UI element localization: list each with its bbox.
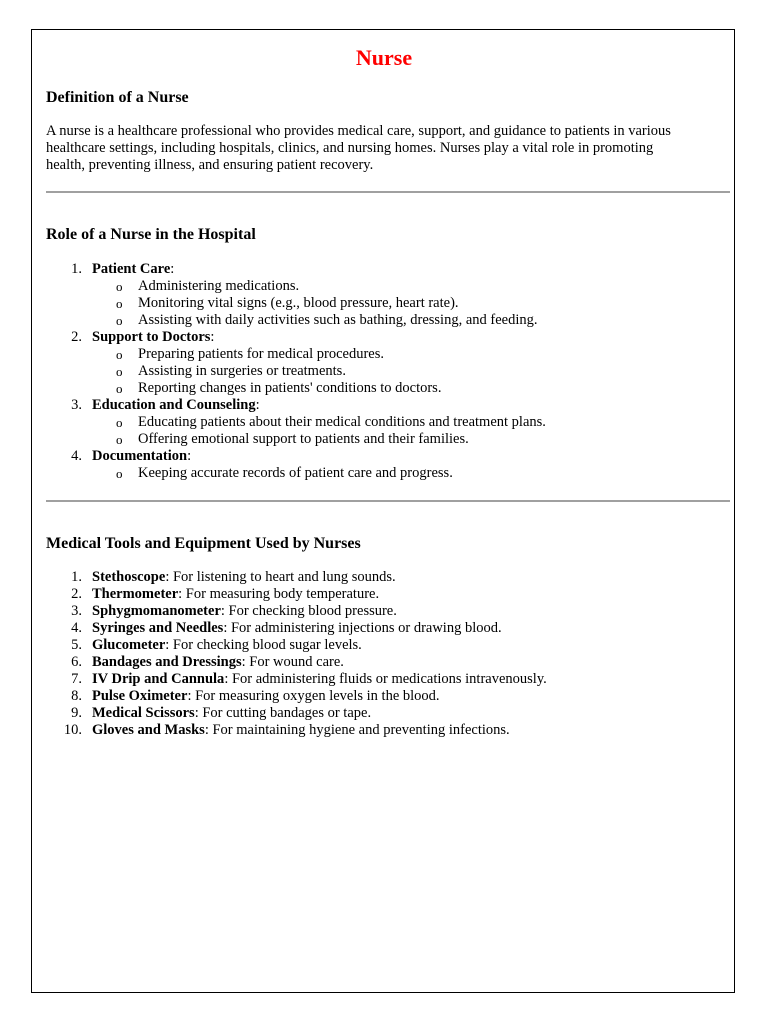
role-sub-item: [46, 312, 726, 329]
tools-list-item: [46, 654, 726, 671]
sub-bullet-marker: o: [116, 296, 123, 311]
role-list-item: [46, 397, 726, 414]
tools-list-item: [46, 569, 726, 586]
role-list-item: [46, 261, 726, 278]
list-number: 3.: [71, 397, 82, 413]
list-number: 3.: [71, 603, 82, 619]
role-item-text: [92, 329, 214, 346]
sub-bullet-marker: o: [116, 279, 123, 294]
tools-list-item: [46, 705, 726, 722]
tool-item-term: Stethoscope: [92, 569, 166, 585]
sub-bullet-marker: o: [116, 313, 123, 328]
tool-item-text: [92, 603, 397, 620]
role-sub-item-text: Keeping accurate records of patient care and progress.: [138, 465, 453, 481]
role-sub-item-text: Assisting in surgeries or treatments.: [138, 363, 346, 379]
tool-item-term: Pulse Oximeter: [92, 688, 188, 704]
tool-item-desc: : For measuring oxygen levels in the blood.: [187, 688, 440, 704]
list-number: 5.: [71, 637, 82, 653]
tools-list-item: [46, 620, 726, 637]
role-sub-item: [46, 414, 726, 431]
sub-bullet-marker: o: [116, 415, 123, 430]
role-item-suffix: :: [255, 397, 260, 413]
definition-line: health, preventing illness, and ensuring patient recovery.: [46, 157, 374, 173]
tools-list-item: [46, 722, 726, 739]
role-item-term: Documentation: [92, 448, 188, 464]
role-item-term: Support to Doctors: [92, 329, 211, 345]
list-number: 1.: [71, 569, 82, 585]
role-item-suffix: :: [187, 448, 192, 464]
list-number: 8.: [71, 688, 82, 704]
role-sub-item-text: Administering medications.: [138, 278, 300, 294]
role-item-term: Education and Counseling: [92, 397, 256, 413]
tool-item-text: [92, 620, 502, 637]
page-title: Nurse: [355, 45, 413, 70]
role-sub-item-text: Assisting with daily activities such as bathing, dressing, and feeding.: [138, 312, 538, 328]
tool-item-text: [92, 586, 379, 603]
role-item-term: Patient Care: [92, 261, 171, 277]
role-list-item: [46, 448, 726, 465]
role-heading: Role of a Nurse in the Hospital: [46, 226, 256, 243]
tools-list-item: [46, 688, 726, 705]
sub-bullet-marker: o: [116, 381, 123, 396]
tool-item-desc: : For measuring body temperature.: [178, 586, 380, 602]
list-number: 10.: [63, 722, 82, 738]
tool-item-term: IV Drip and Cannula: [92, 671, 225, 687]
role-item-text: [92, 448, 191, 465]
sub-bullet-marker: o: [116, 432, 123, 447]
list-number: 4.: [71, 620, 82, 636]
tool-item-text: [92, 637, 362, 654]
list-number: 9.: [71, 705, 82, 721]
role-list: [46, 261, 726, 482]
role-item-text: [92, 397, 260, 414]
list-number: 7.: [71, 671, 82, 687]
tool-item-desc: : For wound care.: [241, 654, 344, 670]
sub-bullet-marker: o: [116, 364, 123, 379]
tool-item-term: Glucometer: [92, 637, 166, 653]
tool-item-term: Sphygmomanometer: [92, 603, 221, 619]
tools-list: [46, 569, 726, 739]
list-number: 2.: [71, 586, 82, 602]
role-sub-item: [46, 346, 726, 363]
role-list-item: [46, 329, 726, 346]
sub-bullet-marker: o: [116, 466, 123, 481]
tools-list-item: [46, 671, 726, 688]
list-number: 4.: [71, 448, 82, 464]
tool-item-desc: : For maintaining hygiene and preventing infections.: [204, 722, 510, 738]
tool-item-text: [92, 722, 510, 739]
tool-item-desc: : For administering injections or drawing blood.: [223, 620, 502, 636]
list-number: 6.: [71, 654, 82, 670]
tool-item-desc: : For cutting bandages or tape.: [194, 705, 372, 721]
role-item-text: [92, 261, 174, 278]
tools-list-item: [46, 586, 726, 603]
tool-item-term: Thermometer: [92, 586, 179, 602]
tool-item-desc: : For listening to heart and lung sounds.: [165, 569, 396, 585]
tools-heading: Medical Tools and Equipment Used by Nurses: [46, 535, 361, 552]
role-sub-item: [46, 380, 726, 397]
role-sub-item: [46, 431, 726, 448]
sub-bullet-marker: o: [116, 347, 123, 362]
role-sub-item-text: Offering emotional support to patients and their families.: [138, 431, 469, 447]
definition-line: healthcare settings, including hospitals, clinics, and nursing homes. Nurses play a vital role in promoting: [46, 140, 654, 156]
tools-list-item: [46, 603, 726, 620]
tool-item-desc: : For checking blood sugar levels.: [165, 637, 362, 653]
role-sub-item-text: Monitoring vital signs (e.g., blood pressure, heart rate).: [138, 295, 459, 311]
role-sub-item: [46, 278, 726, 295]
role-sub-item-text: Educating patients about their medical conditions and treatment plans.: [138, 414, 546, 430]
role-sub-item: [46, 295, 726, 312]
tool-item-term: Gloves and Masks: [92, 722, 205, 738]
role-sub-item-text: Reporting changes in patients' conditions to doctors.: [138, 380, 442, 396]
tool-item-term: Medical Scissors: [92, 705, 195, 721]
definition-heading: Definition of a Nurse: [46, 89, 189, 106]
section-divider: [46, 191, 730, 193]
tool-item-term: Bandages and Dressings: [92, 654, 242, 670]
tools-list-item: [46, 637, 726, 654]
definition-line: A nurse is a healthcare professional who provides medical care, support, and guidance to patients in various: [46, 123, 671, 139]
tool-item-term: Syringes and Needles: [92, 620, 224, 636]
list-number: 1.: [71, 261, 82, 277]
tool-item-text: [92, 705, 371, 722]
role-item-suffix: :: [210, 329, 215, 345]
role-sub-item-text: Preparing patients for medical procedures.: [138, 346, 385, 362]
section-divider: [46, 500, 730, 502]
list-number: 2.: [71, 329, 82, 345]
role-sub-item: [46, 363, 726, 380]
tool-item-desc: : For checking blood pressure.: [220, 603, 397, 619]
tool-item-text: [92, 688, 440, 705]
tool-item-text: [92, 569, 396, 586]
tool-item-text: [92, 654, 344, 671]
tool-item-text: [92, 671, 547, 688]
role-item-suffix: :: [170, 261, 175, 277]
role-sub-item: [46, 465, 726, 482]
definition-paragraph: [46, 123, 726, 174]
tool-item-desc: : For administering fluids or medications intravenously.: [224, 671, 547, 687]
